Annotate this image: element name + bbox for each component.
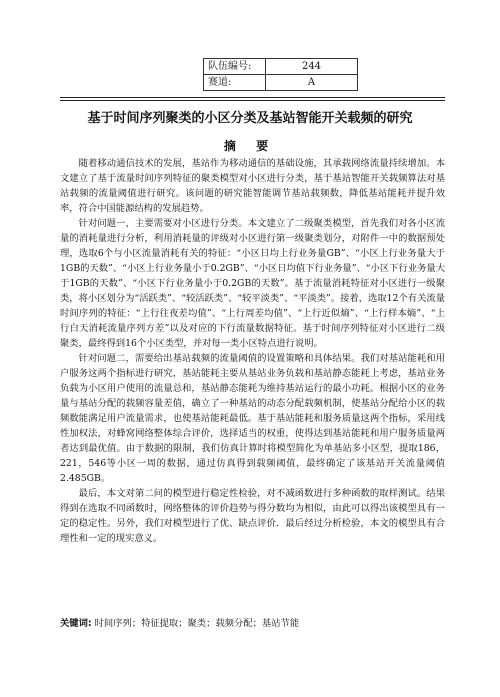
- keywords-line: [60, 616, 445, 631]
- team-number-label: 队伍编号:: [204, 59, 266, 75]
- abstract-body: [60, 156, 445, 546]
- track-value: A: [266, 75, 358, 91]
- team-info-table: [203, 58, 358, 91]
- keywords-label: 关键词:: [60, 618, 92, 629]
- top-divider: [60, 97, 445, 98]
- paper-title: 基于时间序列聚类的小区分类及基站智能开关载频的研究: [87, 111, 413, 126]
- keywords-text: 时间序列；特征提取；聚类；载频分配；基站节能: [94, 618, 300, 629]
- track-label: 赛道:: [204, 75, 266, 91]
- top-divider-second: [60, 100, 445, 101]
- abstract-paragraph-problem-two: 针对问题二，需要给出基站载频的流量阈值的设置策略和具体结果。我们对基站能耗和用户服务这两个指标进行研究，基站能耗主要从基站业务负载和基站静态能耗上考虑，基站业务负载为小区用户使用的流量总和，基站静态能耗为维持基站运行的最小功耗。根据小区的业务量与基站分配的载频容量差值，确立了一种基站的动态分配载频机制，使基站分配给小区的载频数能满足用户流量需求，也使基站能耗最低。基于基站能耗和服务质量这两个指标，采用线性加权法，对蜂窝网络整体综合评价，选择适当的权重，使得达到基站能耗和用户服务质量两者达到最优值。由于数据的限制，我们仿真计算时将模型简化为单基站多小区型，提取186，221，546等小区一周的数据，通过仿真得到载频阈值，最终确定了该基站开关流量阈值2.485GB。: [60, 353, 445, 484]
- team-number-row: [204, 59, 358, 75]
- abstract-paragraph-intro: 随着移动通信技术的发展，基站作为移动通信的基础设施，其承载网络流量持续增加。本文建立了基于流量时间序列特征的聚类模型对小区进行分类，基于基站智能开关载频算法对基站载频的流量阈值进行研究。该问题的研究能智能调节基站载频数，降低基站能耗并提升效率，符合中国能源结构的发展趋势。: [60, 158, 445, 214]
- abstract-paragraph-problem-one: 针对问题一，主要需要对小区进行分类。本文建立了二级聚类模型，首先我们对各小区流量的消耗量进行分析，利用消耗量的评级对小区进行第一级聚类划分，对附件一中的数据预处理，选取6个与小区流量消耗有关的特征：“小区日均上行业务量GB”、“小区上行业务量大于1GB的天数”、“小区上行业务量小于0.2GB”、“小区日均值下行业务量”、“小区下行业务量大于1GB的天数”、“小区下行业务量小于0.2GB的天数”。基于流量消耗特征对小区进行一级聚类，将小区划分为“活跃类”、“较活跃类”、“较平淡类”、“平淡类”。接着，选取12个有关流量时间序列的特征：“上行往夜差均值”、“上行周差均值”、“上行近似熵”、“上行样本熵”、“上行白天消耗流量序列方差”以及对应的下行流量数据特征。基于时间序列特征对小区进行二级聚类，最终得到16个小区类型，并对每一类小区特点进行说明。: [60, 218, 445, 349]
- abstract-heading: 摘 要: [223, 139, 277, 153]
- abstract-paragraph-conclusion: 最后，本文对第二问的模型进行稳定性检验，对不减函数进行多种函数的取样测试。结果得到在选取不同函数时，网络整体的评价趋势与得分数均为相似，由此可以得出该模型具有一定的稳定性。另外，我们对模型进行了优、缺点评价．最后经过分析检验，本文的模型具有合理性和一定的现实意义。: [60, 488, 445, 544]
- track-row: [204, 75, 358, 91]
- team-number-value: 244: [266, 59, 358, 75]
